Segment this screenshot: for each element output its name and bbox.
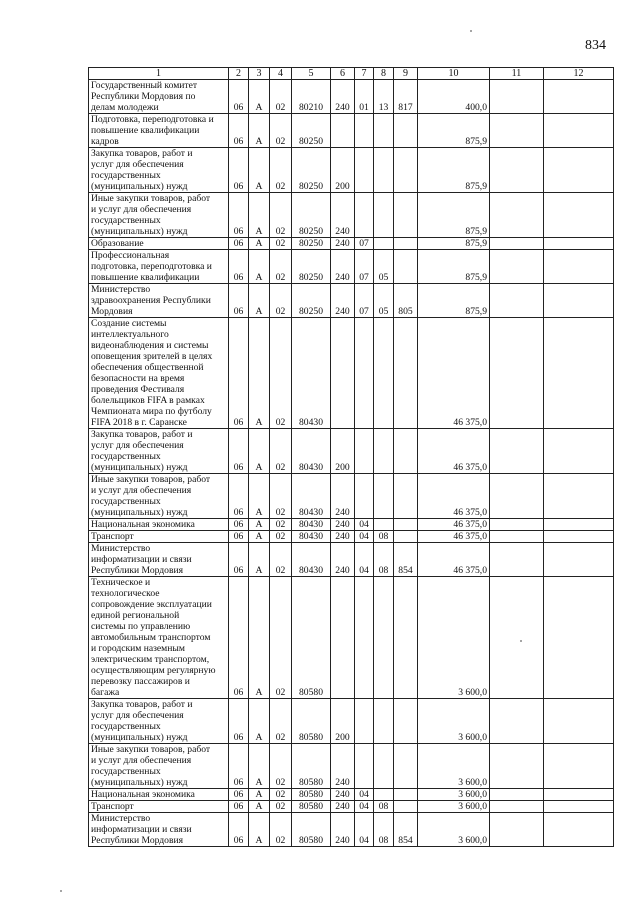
code-cell-c6: 240	[331, 531, 355, 543]
amount-cell-c12	[544, 474, 614, 519]
header-cell: 3	[249, 68, 270, 80]
amount-cell-c10: 875,9	[418, 238, 490, 250]
code-cell-c3: А	[249, 250, 270, 284]
code-cell-c7: 04	[355, 801, 374, 813]
amount-cell-c10: 3 600,0	[418, 577, 490, 699]
code-cell-c5: 80250	[292, 284, 331, 318]
row-name-cell: Государственный комитет Республики Мордовия по делам молодежи	[89, 80, 229, 114]
code-cell-c3: А	[249, 577, 270, 699]
code-cell-c8: 08	[374, 801, 394, 813]
code-cell-c6: 200	[331, 148, 355, 193]
code-cell-c9	[394, 531, 418, 543]
code-cell-c8: 13	[374, 80, 394, 114]
amount-cell-c11	[490, 699, 544, 744]
header-cell: 6	[331, 68, 355, 80]
code-cell-c4: 02	[270, 813, 292, 847]
code-cell-c3: А	[249, 238, 270, 250]
code-cell-c6: 240	[331, 543, 355, 577]
code-cell-c4: 02	[270, 744, 292, 789]
amount-cell-c12	[544, 531, 614, 543]
row-name-cell: Закупка товаров, работ и услуг для обеспечения государственных (муниципальных) нужд	[89, 429, 229, 474]
amount-cell-c11	[490, 543, 544, 577]
code-cell-c9	[394, 318, 418, 429]
table-row	[89, 80, 614, 114]
code-cell-c3: А	[249, 318, 270, 429]
header-cell: 10	[418, 68, 490, 80]
amount-cell-c11	[490, 114, 544, 148]
table-row	[89, 318, 614, 429]
code-cell-c3: А	[249, 789, 270, 801]
row-name-cell: Образование	[89, 238, 229, 250]
table-row	[89, 699, 614, 744]
amount-cell-c11	[490, 193, 544, 238]
code-cell-c5: 80250	[292, 148, 331, 193]
amount-cell-c10: 46 375,0	[418, 519, 490, 531]
row-name-cell: Транспорт	[89, 531, 229, 543]
code-cell-c2: 06	[229, 193, 249, 238]
code-cell-c8: 08	[374, 543, 394, 577]
amount-cell-c10: 46 375,0	[418, 474, 490, 519]
code-cell-c5: 80580	[292, 801, 331, 813]
code-cell-c2: 06	[229, 250, 249, 284]
code-cell-c9	[394, 789, 418, 801]
code-cell-c7	[355, 148, 374, 193]
code-cell-c8	[374, 789, 394, 801]
code-cell-c7	[355, 474, 374, 519]
header-cell: 7	[355, 68, 374, 80]
code-cell-c4: 02	[270, 801, 292, 813]
code-cell-c9	[394, 474, 418, 519]
code-cell-c2: 06	[229, 789, 249, 801]
row-name-cell: Техническое и технологическое сопровождение эксплуатации единой региональной системы по управлению автомобильным транспортом и городским наземным электрическим транспортом, осуществляющим регулярную перевозку пассажиров и багажа	[89, 577, 229, 699]
code-cell-c4: 02	[270, 577, 292, 699]
code-cell-c7: 04	[355, 519, 374, 531]
table-row	[89, 813, 614, 847]
table-body	[89, 80, 614, 847]
amount-cell-c12	[544, 519, 614, 531]
code-cell-c8	[374, 744, 394, 789]
amount-cell-c10: 875,9	[418, 193, 490, 238]
code-cell-c3: А	[249, 429, 270, 474]
code-cell-c5: 80430	[292, 474, 331, 519]
code-cell-c8	[374, 148, 394, 193]
code-cell-c7: 07	[355, 250, 374, 284]
code-cell-c9	[394, 238, 418, 250]
amount-cell-c11	[490, 80, 544, 114]
code-cell-c8: 08	[374, 531, 394, 543]
code-cell-c4: 02	[270, 531, 292, 543]
amount-cell-c10: 46 375,0	[418, 531, 490, 543]
amount-cell-c11	[490, 813, 544, 847]
table-row	[89, 193, 614, 238]
code-cell-c9: 817	[394, 80, 418, 114]
code-cell-c8	[374, 429, 394, 474]
amount-cell-c12	[544, 114, 614, 148]
code-cell-c6: 200	[331, 699, 355, 744]
code-cell-c8	[374, 238, 394, 250]
code-cell-c3: А	[249, 284, 270, 318]
code-cell-c4: 02	[270, 474, 292, 519]
row-name-cell: Создание системы интеллектуального видеонаблюдения и системы оповещения зрителей в целях обеспечения общественной безопасности на время проведения Фестиваля болельщиков FIFA в рамках Чемпионата мира по футболу FIFA 2018 в г. Саранске	[89, 318, 229, 429]
code-cell-c9	[394, 519, 418, 531]
code-cell-c8: 08	[374, 813, 394, 847]
code-cell-c9	[394, 148, 418, 193]
code-cell-c5: 80430	[292, 543, 331, 577]
code-cell-c2: 06	[229, 474, 249, 519]
amount-cell-c10: 46 375,0	[418, 429, 490, 474]
amount-cell-c11	[490, 238, 544, 250]
code-cell-c2: 06	[229, 80, 249, 114]
amount-cell-c11	[490, 318, 544, 429]
table-row	[89, 519, 614, 531]
code-cell-c2: 06	[229, 813, 249, 847]
amount-cell-c11	[490, 474, 544, 519]
code-cell-c9: 854	[394, 543, 418, 577]
header-cell: 8	[374, 68, 394, 80]
row-name-cell: Иные закупки товаров, работ и услуг для обеспечения государственных (муниципальных) нужд	[89, 744, 229, 789]
code-cell-c2: 06	[229, 577, 249, 699]
code-cell-c5: 80430	[292, 429, 331, 474]
code-cell-c6: 240	[331, 813, 355, 847]
code-cell-c6: 240	[331, 193, 355, 238]
code-cell-c6: 240	[331, 519, 355, 531]
code-cell-c4: 02	[270, 80, 292, 114]
code-cell-c8	[374, 318, 394, 429]
amount-cell-c10: 875,9	[418, 250, 490, 284]
code-cell-c5: 80210	[292, 80, 331, 114]
code-cell-c6: 240	[331, 80, 355, 114]
budget-table	[88, 67, 614, 847]
table-row	[89, 801, 614, 813]
code-cell-c5: 80580	[292, 699, 331, 744]
code-cell-c9	[394, 193, 418, 238]
row-name-cell: Иные закупки товаров, работ и услуг для обеспечения государственных (муниципальных) нужд	[89, 193, 229, 238]
code-cell-c3: А	[249, 543, 270, 577]
amount-cell-c11	[490, 801, 544, 813]
code-cell-c2: 06	[229, 238, 249, 250]
code-cell-c5: 80250	[292, 193, 331, 238]
code-cell-c2: 06	[229, 699, 249, 744]
amount-cell-c11	[490, 577, 544, 699]
row-name-cell: Транспорт	[89, 801, 229, 813]
code-cell-c5: 80430	[292, 519, 331, 531]
code-cell-c2: 06	[229, 148, 249, 193]
amount-cell-c12	[544, 80, 614, 114]
table-row	[89, 744, 614, 789]
amount-cell-c10: 400,0	[418, 80, 490, 114]
code-cell-c9	[394, 429, 418, 474]
code-cell-c8	[374, 474, 394, 519]
code-cell-c6	[331, 114, 355, 148]
amount-cell-c10: 875,9	[418, 114, 490, 148]
table-row	[89, 543, 614, 577]
code-cell-c4: 02	[270, 543, 292, 577]
code-cell-c7	[355, 318, 374, 429]
amount-cell-c11	[490, 531, 544, 543]
amount-cell-c10: 3 600,0	[418, 801, 490, 813]
code-cell-c5: 80430	[292, 318, 331, 429]
code-cell-c6: 240	[331, 744, 355, 789]
code-cell-c3: А	[249, 699, 270, 744]
code-cell-c3: А	[249, 80, 270, 114]
code-cell-c7	[355, 429, 374, 474]
row-name-cell: Министерство информатизации и связи Республики Мордовия	[89, 813, 229, 847]
row-name-cell: Национальная экономика	[89, 789, 229, 801]
code-cell-c9	[394, 114, 418, 148]
amount-cell-c10: 3 600,0	[418, 744, 490, 789]
amount-cell-c12	[544, 148, 614, 193]
code-cell-c6: 240	[331, 789, 355, 801]
table-row	[89, 531, 614, 543]
row-name-cell: Подготовка, переподготовка и повышение квалификации кадров	[89, 114, 229, 148]
code-cell-c2: 06	[229, 801, 249, 813]
code-cell-c3: А	[249, 114, 270, 148]
code-cell-c5: 80580	[292, 577, 331, 699]
amount-cell-c11	[490, 789, 544, 801]
code-cell-c5: 80430	[292, 531, 331, 543]
code-cell-c2: 06	[229, 543, 249, 577]
table-row	[89, 474, 614, 519]
header-cell: 4	[270, 68, 292, 80]
header-cell: 9	[394, 68, 418, 80]
code-cell-c7: 01	[355, 80, 374, 114]
code-cell-c2: 06	[229, 531, 249, 543]
code-cell-c4: 02	[270, 114, 292, 148]
code-cell-c8: 05	[374, 250, 394, 284]
code-cell-c2: 06	[229, 114, 249, 148]
code-cell-c9	[394, 250, 418, 284]
code-cell-c9	[394, 699, 418, 744]
table-row	[89, 789, 614, 801]
code-cell-c8	[374, 577, 394, 699]
code-cell-c6: 240	[331, 284, 355, 318]
amount-cell-c11	[490, 250, 544, 284]
code-cell-c5: 80580	[292, 789, 331, 801]
code-cell-c6: 240	[331, 238, 355, 250]
amount-cell-c12	[544, 813, 614, 847]
code-cell-c2: 06	[229, 429, 249, 474]
amount-cell-c12	[544, 543, 614, 577]
amount-cell-c10: 46 375,0	[418, 543, 490, 577]
code-cell-c2: 06	[229, 318, 249, 429]
row-name-cell: Министерство здравоохранения Республики Мордовия	[89, 284, 229, 318]
amount-cell-c10: 3 600,0	[418, 813, 490, 847]
header-cell: 2	[229, 68, 249, 80]
code-cell-c7: 04	[355, 543, 374, 577]
code-cell-c7: 04	[355, 789, 374, 801]
code-cell-c9: 805	[394, 284, 418, 318]
code-cell-c7: 04	[355, 531, 374, 543]
code-cell-c3: А	[249, 148, 270, 193]
code-cell-c2: 06	[229, 744, 249, 789]
scan-speck	[60, 890, 62, 892]
code-cell-c6	[331, 318, 355, 429]
amount-cell-c12	[544, 744, 614, 789]
code-cell-c3: А	[249, 813, 270, 847]
code-cell-c5: 80580	[292, 744, 331, 789]
table-row	[89, 238, 614, 250]
code-cell-c2: 06	[229, 519, 249, 531]
code-cell-c4: 02	[270, 519, 292, 531]
amount-cell-c10: 875,9	[418, 148, 490, 193]
scan-speck	[470, 30, 472, 32]
code-cell-c5: 80250	[292, 250, 331, 284]
table-row	[89, 148, 614, 193]
table-row	[89, 429, 614, 474]
code-cell-c6	[331, 577, 355, 699]
code-cell-c9	[394, 744, 418, 789]
header-cell: 11	[490, 68, 544, 80]
code-cell-c7	[355, 744, 374, 789]
header-cell: 12	[544, 68, 614, 80]
amount-cell-c12	[544, 577, 614, 699]
code-cell-c4: 02	[270, 250, 292, 284]
code-cell-c7	[355, 577, 374, 699]
amount-cell-c11	[490, 744, 544, 789]
code-cell-c7	[355, 114, 374, 148]
code-cell-c9: 854	[394, 813, 418, 847]
amount-cell-c12	[544, 238, 614, 250]
row-name-cell: Профессиональная подготовка, переподготовка и повышение квалификации	[89, 250, 229, 284]
scan-speck	[520, 640, 522, 642]
amount-cell-c12	[544, 801, 614, 813]
code-cell-c4: 02	[270, 193, 292, 238]
row-name-cell: Иные закупки товаров, работ и услуг для обеспечения государственных (муниципальных) нужд	[89, 474, 229, 519]
code-cell-c4: 02	[270, 318, 292, 429]
amount-cell-c12	[544, 699, 614, 744]
table-row	[89, 284, 614, 318]
header-cell: 1	[89, 68, 229, 80]
amount-cell-c12	[544, 284, 614, 318]
page-number: 834	[585, 38, 606, 53]
code-cell-c7: 04	[355, 813, 374, 847]
code-cell-c2: 06	[229, 284, 249, 318]
amount-cell-c12	[544, 318, 614, 429]
code-cell-c7: 07	[355, 238, 374, 250]
code-cell-c4: 02	[270, 284, 292, 318]
code-cell-c3: А	[249, 193, 270, 238]
amount-cell-c12	[544, 429, 614, 474]
table-row	[89, 577, 614, 699]
table-row	[89, 250, 614, 284]
code-cell-c7: 07	[355, 284, 374, 318]
code-cell-c6: 240	[331, 250, 355, 284]
header-row	[89, 68, 614, 80]
amount-cell-c12	[544, 789, 614, 801]
amount-cell-c11	[490, 148, 544, 193]
code-cell-c3: А	[249, 801, 270, 813]
code-cell-c4: 02	[270, 148, 292, 193]
row-name-cell: Национальная экономика	[89, 519, 229, 531]
amount-cell-c12	[544, 250, 614, 284]
table-row	[89, 114, 614, 148]
code-cell-c4: 02	[270, 238, 292, 250]
code-cell-c6: 240	[331, 801, 355, 813]
code-cell-c3: А	[249, 519, 270, 531]
code-cell-c9	[394, 577, 418, 699]
code-cell-c9	[394, 801, 418, 813]
code-cell-c8: 05	[374, 284, 394, 318]
code-cell-c8	[374, 114, 394, 148]
code-cell-c5: 80250	[292, 114, 331, 148]
row-name-cell: Закупка товаров, работ и услуг для обеспечения государственных (муниципальных) нужд	[89, 699, 229, 744]
amount-cell-c10: 875,9	[418, 284, 490, 318]
code-cell-c5: 80250	[292, 238, 331, 250]
amount-cell-c11	[490, 429, 544, 474]
code-cell-c5: 80580	[292, 813, 331, 847]
row-name-cell: Закупка товаров, работ и услуг для обеспечения государственных (муниципальных) нужд	[89, 148, 229, 193]
code-cell-c4: 02	[270, 429, 292, 474]
header-cell: 5	[292, 68, 331, 80]
row-name-cell: Министерство информатизации и связи Республики Мордовия	[89, 543, 229, 577]
code-cell-c3: А	[249, 531, 270, 543]
code-cell-c8	[374, 193, 394, 238]
amount-cell-c10: 3 600,0	[418, 699, 490, 744]
amount-cell-c12	[544, 193, 614, 238]
amount-cell-c10: 3 600,0	[418, 789, 490, 801]
code-cell-c8	[374, 519, 394, 531]
code-cell-c3: А	[249, 474, 270, 519]
amount-cell-c11	[490, 284, 544, 318]
code-cell-c7	[355, 193, 374, 238]
code-cell-c4: 02	[270, 699, 292, 744]
code-cell-c4: 02	[270, 789, 292, 801]
code-cell-c3: А	[249, 744, 270, 789]
code-cell-c6: 200	[331, 429, 355, 474]
code-cell-c8	[374, 699, 394, 744]
amount-cell-c11	[490, 519, 544, 531]
code-cell-c7	[355, 699, 374, 744]
amount-cell-c10: 46 375,0	[418, 318, 490, 429]
code-cell-c6: 240	[331, 474, 355, 519]
